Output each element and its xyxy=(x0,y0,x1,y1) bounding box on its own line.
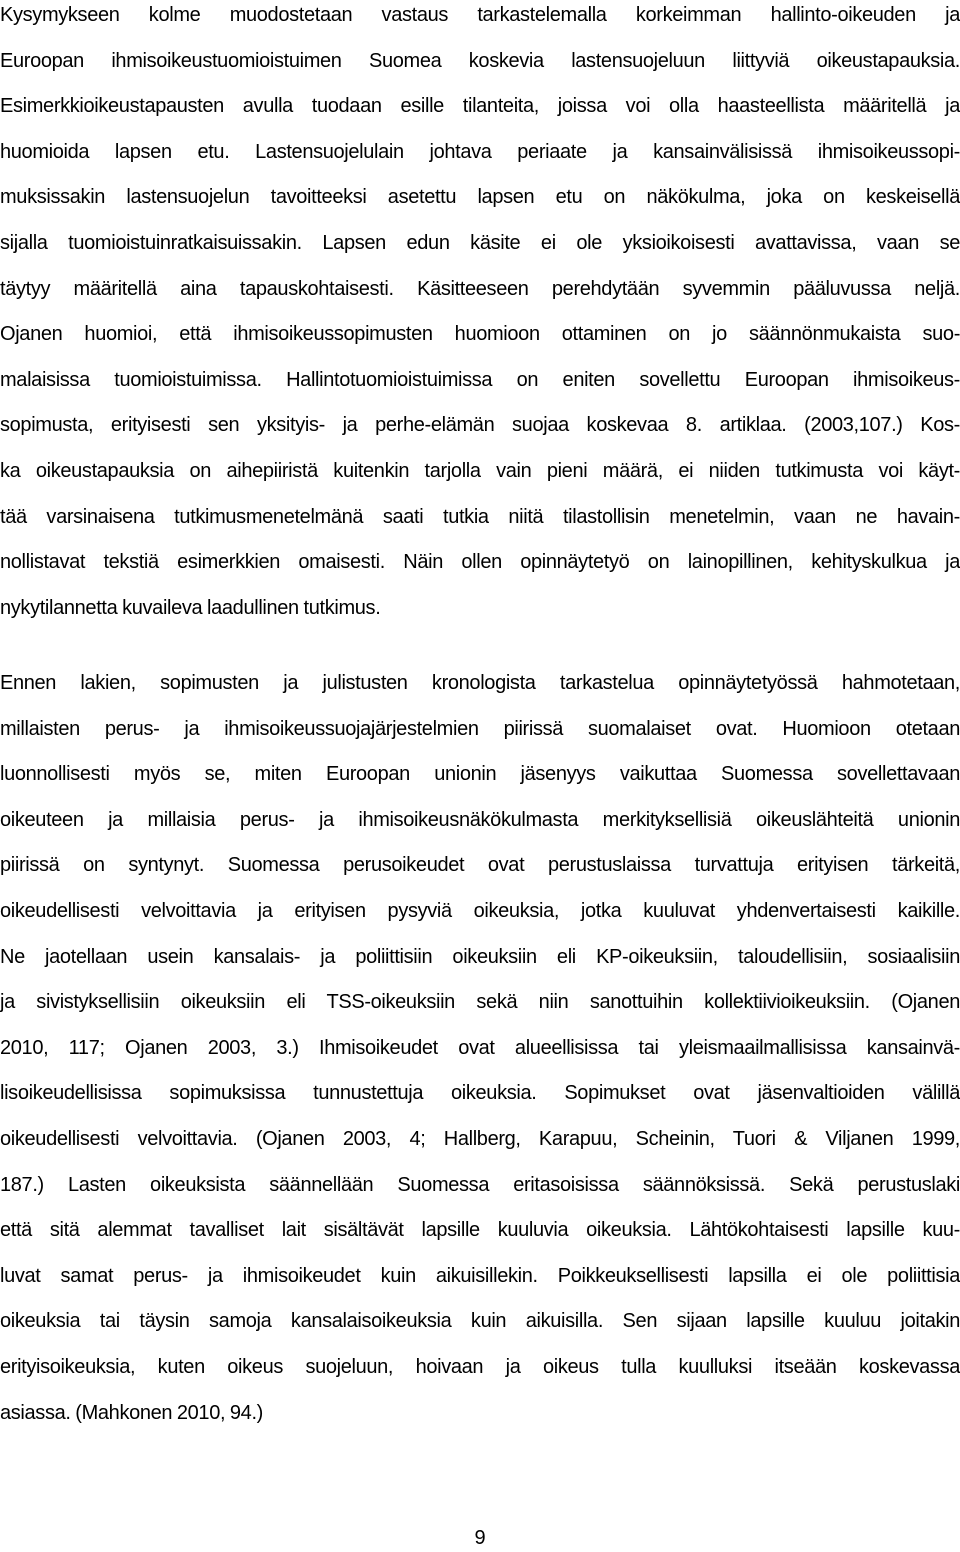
paragraph xyxy=(0,661,960,1436)
text-line: 187.) Lasten oikeuksista säännellään Suomessa eritasoisissa säännöksissä. Sekä perustuslaki xyxy=(0,1173,960,1196)
text-line: oikeuksia tai täysin samoja kansalaisoikeuksia kuin aikuisilla. Sen sijaan lapsille kuuluu joitakin xyxy=(0,1310,960,1333)
text-line: muksissakin lastensuojelun tavoitteeksi asetettu lapsen etu on näkökulma, joka on keskeisellä xyxy=(0,186,960,209)
text-line: piirissä on syntynyt. Suomessa perusoikeudet ovat perustuslaissa turvattuja erityisen tärkeitä, xyxy=(0,854,960,877)
text-line: tää varsinaisena tutkimusmenetelmänä saati tutkia niitä tilastollisin menetelmin, vaan ne havain- xyxy=(0,505,960,528)
text-line: Ennen lakien, sopimusten ja julistusten kronologista tarkastelua opinnäytetyössä hahmotetaan, xyxy=(0,672,960,694)
text-line: sijalla tuomioistuinratkaisuissakin. Lapsen edun käsite ei ole yksioikoisesti avattavissa, vaan se xyxy=(0,231,960,254)
text-line: nykytilannetta kuvaileva laadullinen tutkimus. xyxy=(0,596,381,619)
text-line: oikeudellisesti velvoittavia. (Ojanen 2003, 4; Hallberg, Karapuu, Scheinin, Tuori & Viljanen 1999, xyxy=(0,1127,960,1150)
text-line: Euroopan ihmisoikeustuomioistuimen Suomea koskevia lastensuojeluun liittyviä oikeustapauksia. xyxy=(0,49,960,72)
text-line: luvat samat perus- ja ihmisoikeudet kuin aikuisillekin. Poikkeuksellisesti lapsilla ei ole poliittisia xyxy=(0,1264,960,1287)
paragraph xyxy=(0,0,960,631)
text-line: Ne jaotellaan usein kansalais- ja poliittisiin oikeuksiin eli KP-oikeuksiin, taloudellisiin, sosiaalisiin xyxy=(0,945,960,968)
text-line: huomioida lapsen etu. Lastensuojelulain johtava periaate ja kansainvälisissä ihmisoikeussopi- xyxy=(0,140,960,163)
text-line: ka oikeustapauksia on aihepiiristä kuitenkin tarjolla vain pieni määrä, ei niiden tutkimusta voi käyt- xyxy=(0,459,960,482)
text-line: asiassa. (Mahkonen 2010, 94.) xyxy=(0,1401,263,1424)
text-line: oikeudellisesti velvoittavia ja erityisen pysyviä oikeuksia, jotka kuuluvat yhdenvertaisesti kaikille. xyxy=(0,899,960,922)
text-line: että sitä alemmat tavalliset lait sisältävät lapsille kuuluvia oikeuksia. Lähtökohtaisesti lapsille kuu- xyxy=(0,1219,960,1242)
text-line: erityisoikeuksia, kuten oikeus suojeluun, hoivaan ja oikeus tulla kuulluksi itseään koskevassa xyxy=(0,1355,960,1378)
text-line: 2010, 117; Ojanen 2003, 3.) Ihmisoikeudet ovat alueellisissa tai yleismaailmallisissa kansainvä- xyxy=(0,1036,960,1059)
text-line: ja sivistyksellisiin oikeuksiin eli TSS-oikeuksiin sekä niin sanottuihin kollektiivioikeuksiin. (Ojanen xyxy=(0,991,960,1014)
text-line: Esimerkkioikeustapausten avulla tuodaan esille tilanteita, joissa voi olla haasteellista määritellä ja xyxy=(0,95,960,118)
text-line: oikeuteen ja millaisia perus- ja ihmisoikeusnäkökulmasta merkityksellisiä oikeuslähteitä unionin xyxy=(0,808,960,831)
text-line: täytyy määritellä aina tapauskohtaisesti. Käsitteeseen perehdytään syvemmin pääluvussa neljä. xyxy=(0,277,960,300)
text-line: Ojanen huomioi, että ihmisoikeussopimusten huomioon ottaminen on jo säännönmukaista suo- xyxy=(0,323,960,346)
page-number: 9 xyxy=(474,1527,486,1549)
text-line: nollistavat tekstiä esimerkkien omaisesti. Näin ollen opinnäytetyö on lainopillinen, kehityskulkua ja xyxy=(0,551,960,574)
text-line: Kysymykseen kolme muodostetaan vastaus tarkastelemalla korkeimman hallinto-oikeuden ja xyxy=(0,4,960,26)
text-line: malaisissa tuomioistuimissa. Hallintotuomioistuimissa on eniten sovellettu Euroopan ihmisoikeus- xyxy=(0,368,960,391)
text-line: luonnollisesti myös se, miten Euroopan unionin jäsenyys vaikuttaa Suomessa sovellettavaan xyxy=(0,763,960,786)
text-line: lisoikeudellisissa sopimuksissa tunnustettuja oikeuksia. Sopimukset ovat jäsenvaltioiden välillä xyxy=(0,1082,960,1105)
text-line: millaisten perus- ja ihmisoikeussuojajärjestelmien piirissä suomalaiset ovat. Huomioon otetaan xyxy=(0,717,960,740)
text-line: sopimusta, erityisesti sen yksityis- ja perhe-elämän suojaa koskevaa 8. artiklaa. (2003,107.) Kos- xyxy=(0,414,960,437)
